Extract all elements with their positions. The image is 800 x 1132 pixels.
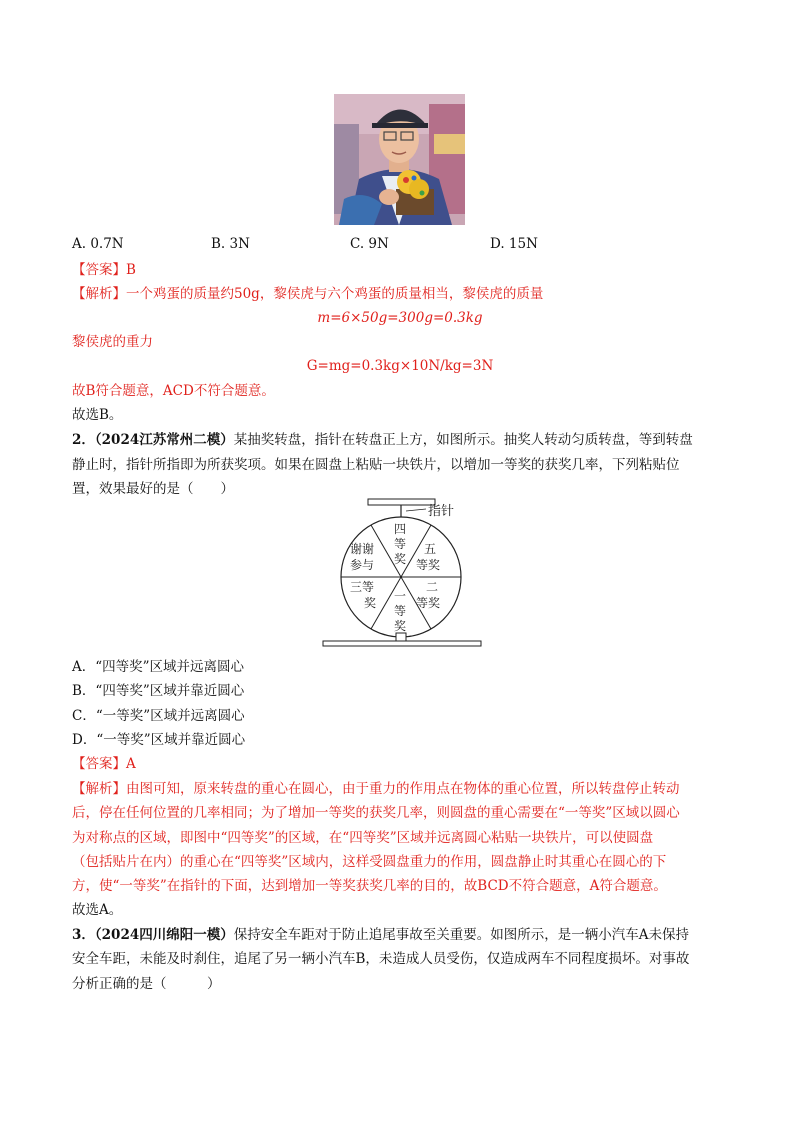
sector-1-l2: 等	[394, 604, 407, 618]
q1-formula-mass: m=6×50g=300g=0.3kg	[317, 310, 483, 326]
q1-choose: 故选B。	[72, 407, 123, 423]
q3-stem-line2: 安全车距，未能及时刹住，追尾了另一辆小汽车B，未造成人员受伤，仅造成两车不同程度损坏。对事故	[72, 951, 690, 967]
analysis-text: 由图可知，原来转盘的重心在圆心，由于重力的作用点在物体的重心位置，所以转盘停止转动	[126, 781, 680, 797]
wheel-base	[323, 641, 481, 646]
q3-stem-line3: 分析正确的是（ ）	[72, 976, 221, 992]
answer-value: A	[126, 756, 136, 772]
pointer-bar	[368, 499, 435, 505]
q3-stem-text1: 保持安全车距对于防止追尾事故至关重要。如图所示，是一辆小汽车A未保持	[233, 927, 689, 943]
q2-answer	[72, 754, 136, 774]
q2-option-a: A．“四等奖”区域并远离圆心	[72, 659, 245, 675]
q2-stem-text1: 某抽奖转盘，指针在转盘正上方，如图所示。抽奖人转动匀质转盘，等到转盘	[233, 432, 693, 448]
q2-analysis-line5: 方，使“一等奖”在指针的下面，达到增加一等奖获奖几率的目的，故BCD不符合题意，A符合题意。	[72, 878, 667, 894]
sector-3-l1: 三等	[350, 580, 375, 594]
q1-option-b: B. 3N	[211, 236, 250, 252]
q2-number: 2．	[72, 432, 95, 448]
analysis-tag: 【解析】	[72, 781, 126, 797]
sector-1-l1: 一	[394, 589, 407, 603]
sector-2-l2: 等奖	[416, 596, 441, 610]
q2-stem-line2: 静止时，指针所指即为所获奖项。如果在圆盘上粘贴一块铁片，以增加一等奖的获奖几率，下列粘贴位	[72, 457, 680, 473]
q2-analysis-line1	[72, 779, 680, 799]
sector-thanks-l2: 参与	[350, 558, 375, 572]
person-holding-toy-image	[334, 94, 465, 225]
q1-formula-weight: G=mg=0.3kg×10N/kg=3N	[306, 358, 494, 374]
pointer-label: 指针	[428, 504, 455, 519]
answer-value: B	[126, 262, 136, 278]
sector-3-l2: 奖	[364, 596, 377, 610]
q1-option-a: A. 0.7N	[72, 236, 124, 252]
q2-source: （2024江苏常州二模）	[94, 432, 234, 448]
q3-stem-line1	[72, 925, 689, 945]
q3-source: （2024四川绵阳一模）	[94, 927, 234, 943]
q3-number: 3．	[72, 927, 95, 943]
pointer-label-leader	[406, 509, 426, 511]
prize-wheel-diagram	[318, 495, 488, 650]
q2-stem-line3: 置，效果最好的是（ ）	[72, 481, 234, 497]
q1-conclusion: 故B符合题意，ACD不符合题意。	[72, 383, 275, 399]
analysis-tag: 【解析】	[72, 286, 126, 302]
answer-tag: 【答案】	[72, 756, 126, 772]
q1-option-d: D. 15N	[490, 236, 538, 252]
q2-option-c: C．“一等奖”区域并远离圆心	[72, 708, 245, 724]
q2-option-d: D．“一等奖”区域并靠近圆心	[72, 732, 246, 748]
wheel-stand	[396, 633, 406, 641]
question-photo	[334, 94, 465, 225]
sector-4-l3: 奖	[394, 552, 407, 566]
q2-option-b: B．“四等奖”区域并靠近圆心	[72, 683, 245, 699]
q2-analysis-line3: 为对称点的区域，即图中“四等奖”的区域，在“四等奖”区域并远离圆心粘贴一块铁片，可以使圆盘	[72, 830, 654, 846]
sector-4-l1: 四	[394, 522, 407, 536]
sector-4-l2: 等	[394, 537, 407, 551]
sector-5-l2: 等奖	[416, 558, 441, 572]
q1-answer	[72, 260, 136, 280]
answer-tag: 【答案】	[72, 262, 126, 278]
q1-analysis-line1	[72, 284, 543, 304]
q1-weight-label: 黎侯虎的重力	[72, 334, 153, 350]
sector-2-l1: 二	[426, 580, 439, 594]
q2-analysis-line2: 后，停在任何位置的几率相同；为了增加一等奖的获奖几率，则圆盘的重心需要在“一等奖”区域以圆心	[72, 805, 680, 821]
sector-1-l3: 奖	[394, 619, 407, 633]
q2-analysis-line4: （包括贴片在内）的重心在“四等奖”区域内，这样受圆盘重力的作用，圆盘静止时其重心在圆心的下	[72, 854, 667, 870]
sector-thanks-l1: 谢谢	[350, 542, 375, 556]
q2-stem-line1	[72, 430, 693, 450]
q1-option-c: C. 9N	[350, 236, 389, 252]
q2-choose: 故选A。	[72, 902, 123, 918]
analysis-text: 一个鸡蛋的质量约50g，黎侯虎与六个鸡蛋的质量相当，黎侯虎的质量	[126, 286, 544, 302]
sector-5-l1: 五	[424, 542, 437, 556]
